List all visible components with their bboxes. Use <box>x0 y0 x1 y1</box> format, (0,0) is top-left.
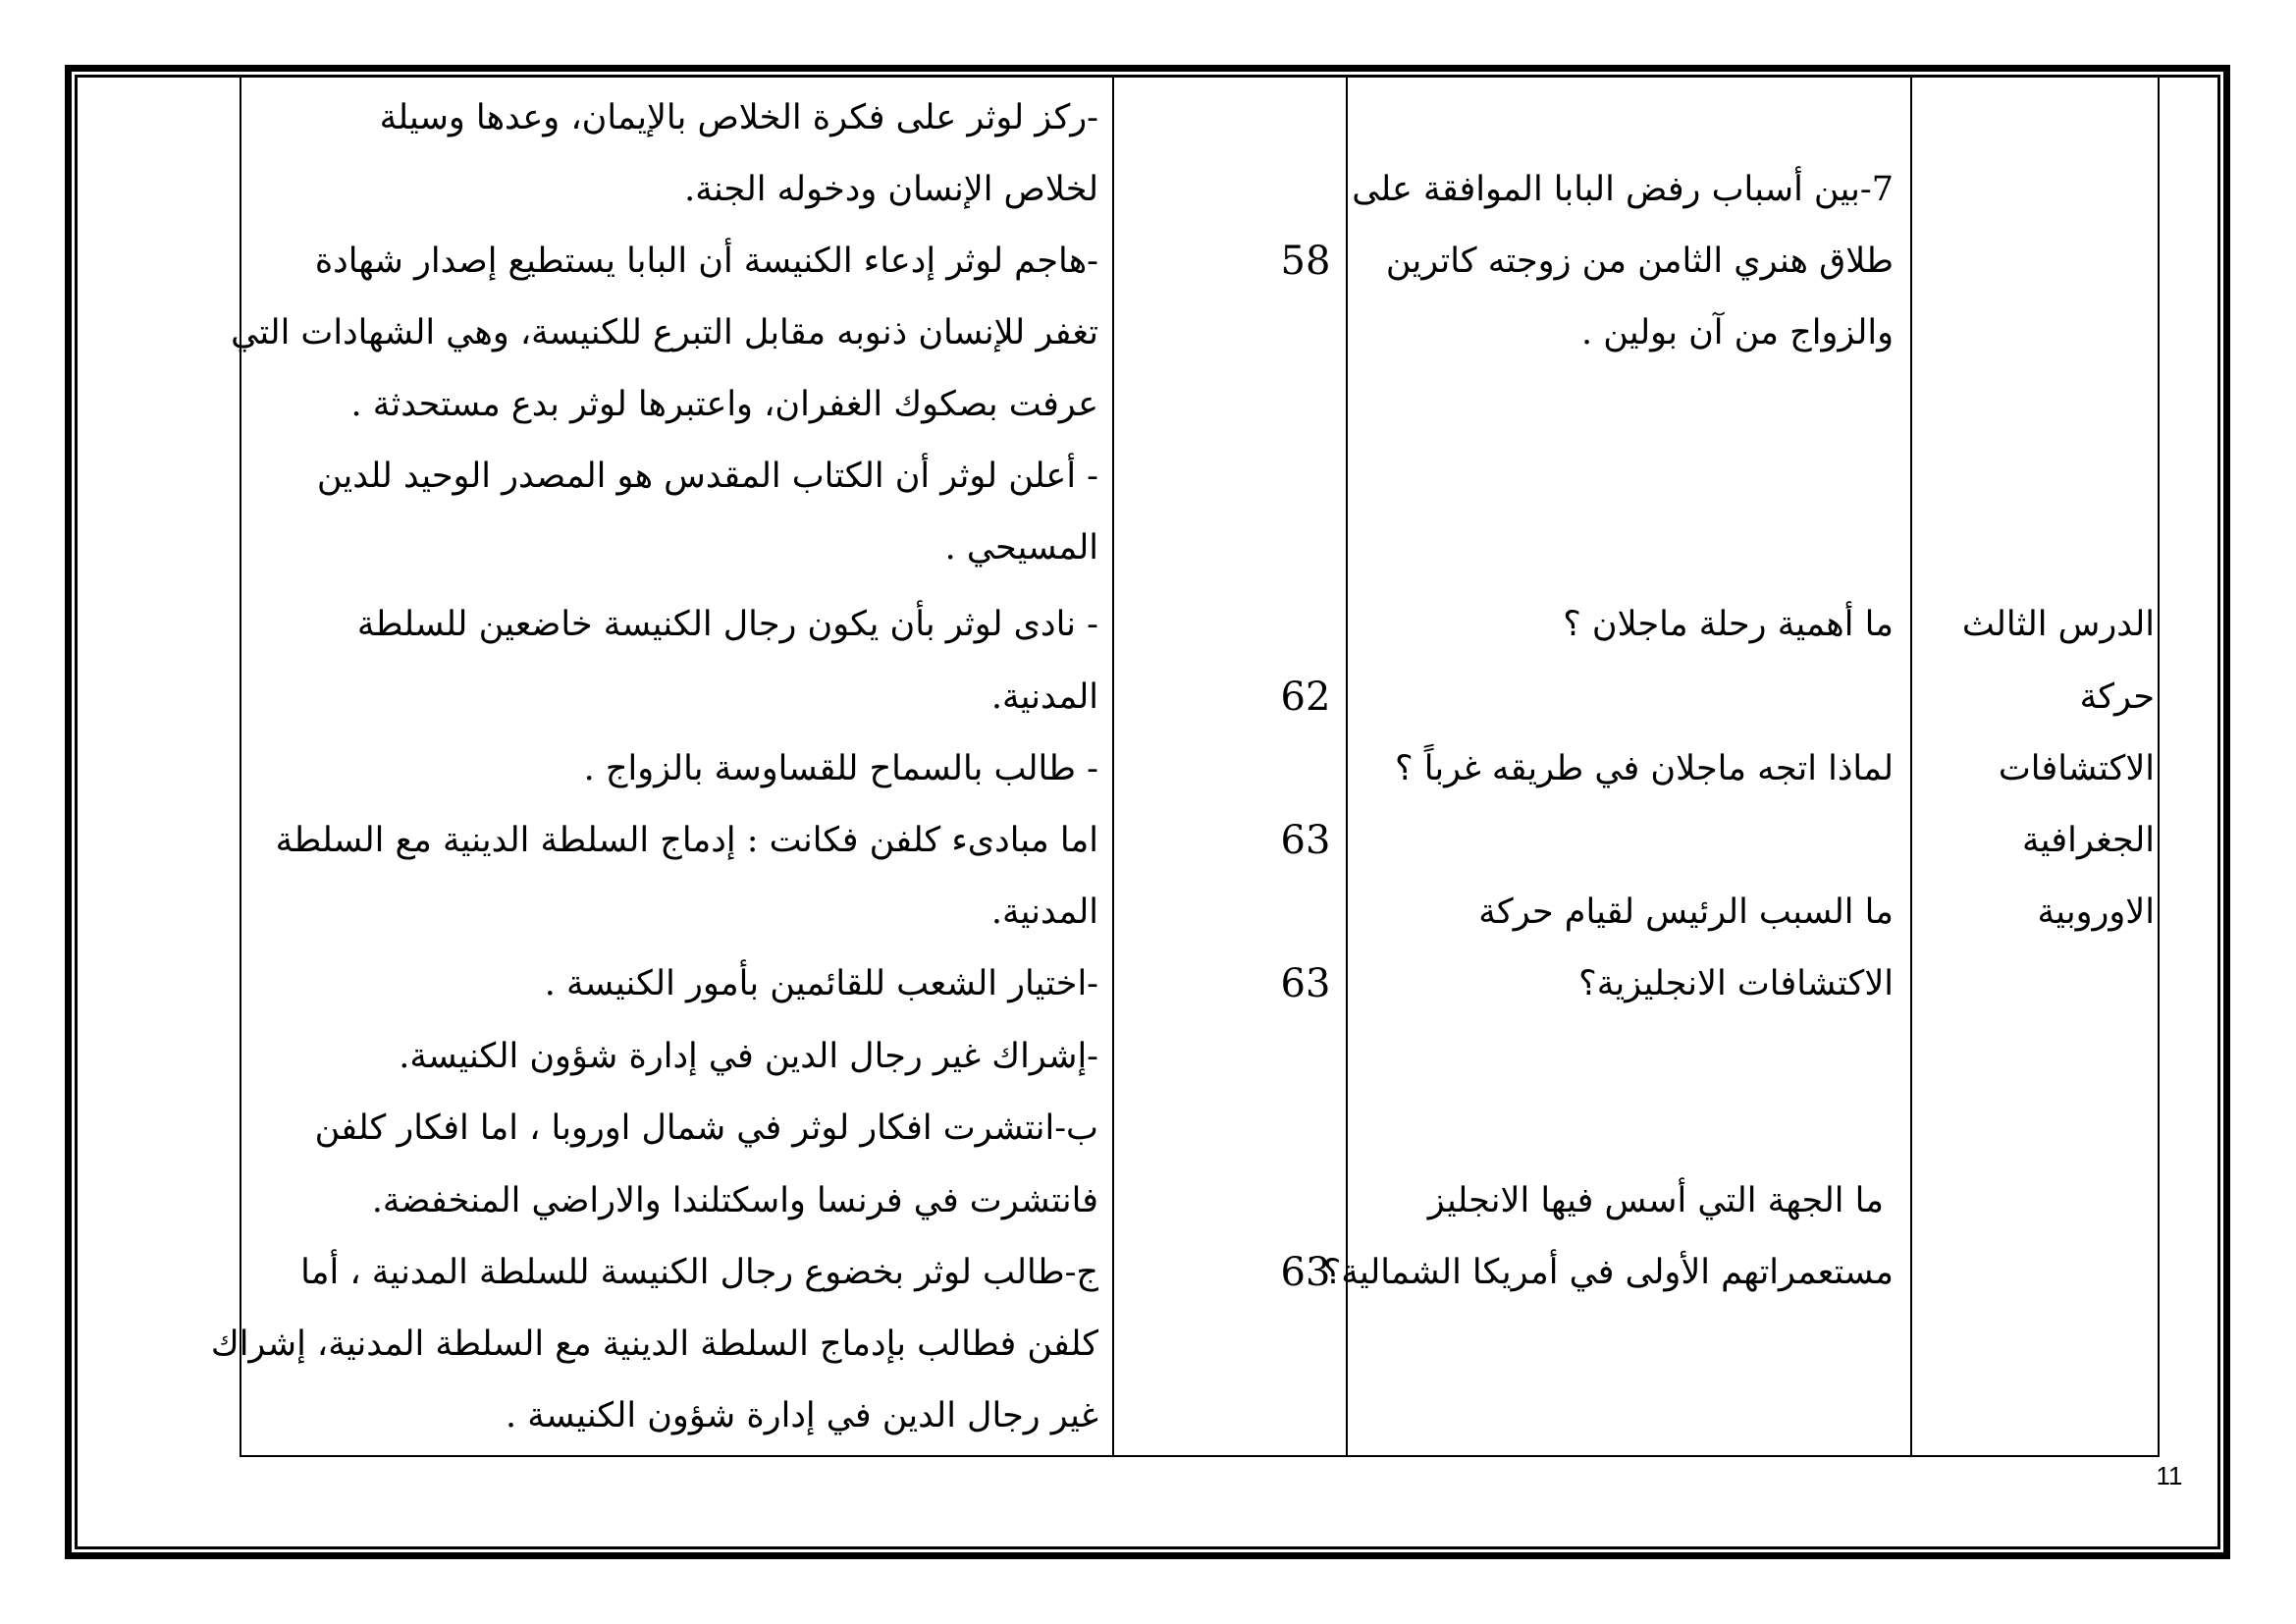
answer-line: ب-انتشرت افكار لوثر في شمال اوروبا ، اما افكار كلفن <box>314 1109 1098 1148</box>
question-line: ما السبب الرئيس لقيام حركة <box>1478 893 1894 932</box>
lesson-title-line: حركة <box>2079 677 2155 717</box>
answer-line: اما مبادىء كلفن فكانت : إدماج السلطة الدينية مع السلطة <box>275 821 1098 860</box>
page-reference: 63 <box>1280 961 1331 1006</box>
answer-line: عرفت بصكوك الغفران، واعتبرها لوثر بدع مستحدثة . <box>350 385 1098 424</box>
answer-line: -اختيار الشعب للقائمين بأمور الكنيسة . <box>544 964 1098 1003</box>
lesson-title-line: الاوروبية <box>2037 893 2155 932</box>
answer-line: -ركز لوثر على فكرة الخلاص بالإيمان، وعدها وسيلة <box>379 98 1098 137</box>
column-divider-answers-pages <box>1112 77 1114 1455</box>
answer-line: لخلاص الإنسان ودخوله الجنة. <box>684 170 1098 209</box>
page-reference: 63 <box>1280 818 1331 863</box>
answer-line: كلفن فطالب بإدماج السلطة الدينية مع السلطة المدنية، إشراك <box>210 1325 1098 1364</box>
page-reference: 62 <box>1280 675 1331 720</box>
answer-line: -هاجم لوثر إدعاء الكنيسة أن البابا يستطيع إصدار شهادة <box>314 242 1098 281</box>
answer-line: المدنية. <box>990 893 1098 932</box>
answer-line: المدنية. <box>990 677 1098 717</box>
answer-line: تغفر للإنسان ذنوبه مقابل التبرع للكنيسة، وهي الشهادات التي <box>231 313 1098 352</box>
page-number: 11 <box>2156 1461 2183 1490</box>
question-line: طلاق هنري الثامن من زوجته كاترين <box>1385 242 1894 281</box>
page-reference: 58 <box>1280 239 1331 284</box>
question-line: والزواج من آن بولين . <box>1581 313 1894 352</box>
question-line: مستعمراتهم الأولى في أمريكا الشمالية؟ <box>1322 1253 1894 1292</box>
answer-line: غير رجال الدين في إدارة شؤون الكنيسة . <box>506 1396 1098 1435</box>
question-line: الاكتشافات الانجليزية؟ <box>1578 964 1894 1003</box>
question-line: ما الجهة التي أسس فيها الانجليز <box>1427 1181 1884 1220</box>
question-line: لماذا اتجه ماجلان في طريقه غرباً ؟ <box>1395 749 1894 788</box>
page-reference: 63 <box>1280 1250 1331 1295</box>
column-divider-lesson-margin <box>2158 77 2160 1455</box>
answer-line: - أعلن لوثر أن الكتاب المقدس هو المصدر الوحيد للدين <box>316 457 1098 496</box>
answer-line: -إشراك غير رجال الدين في إدارة شؤون الكنيسة. <box>399 1037 1098 1076</box>
lesson-title-line: الدرس الثالث <box>1961 605 2155 644</box>
question-line: ما أهمية رحلة ماجلان ؟ <box>1563 605 1894 644</box>
answer-line: ج-طالب لوثر بخضوع رجال الكنيسة للسلطة المدنية ، أما <box>300 1253 1098 1292</box>
lesson-title-line: الجغرافية <box>2022 821 2155 860</box>
answer-line: - طالب بالسماح للقساوسة بالزواج . <box>583 749 1098 788</box>
answer-line: - نادى لوثر بأن يكون رجال الكنيسة خاضعين للسلطة <box>356 605 1098 644</box>
question-line: 7-بين أسباب رفض البابا الموافقة على <box>1352 170 1894 209</box>
answer-line: المسيحي . <box>944 528 1098 568</box>
lesson-title-line: الاكتشافات <box>1998 749 2155 788</box>
column-divider-questions-lesson <box>1910 77 1912 1455</box>
answer-line: فانتشرت في فرنسا واسكتلندا والاراضي المنخفضة. <box>371 1181 1098 1220</box>
